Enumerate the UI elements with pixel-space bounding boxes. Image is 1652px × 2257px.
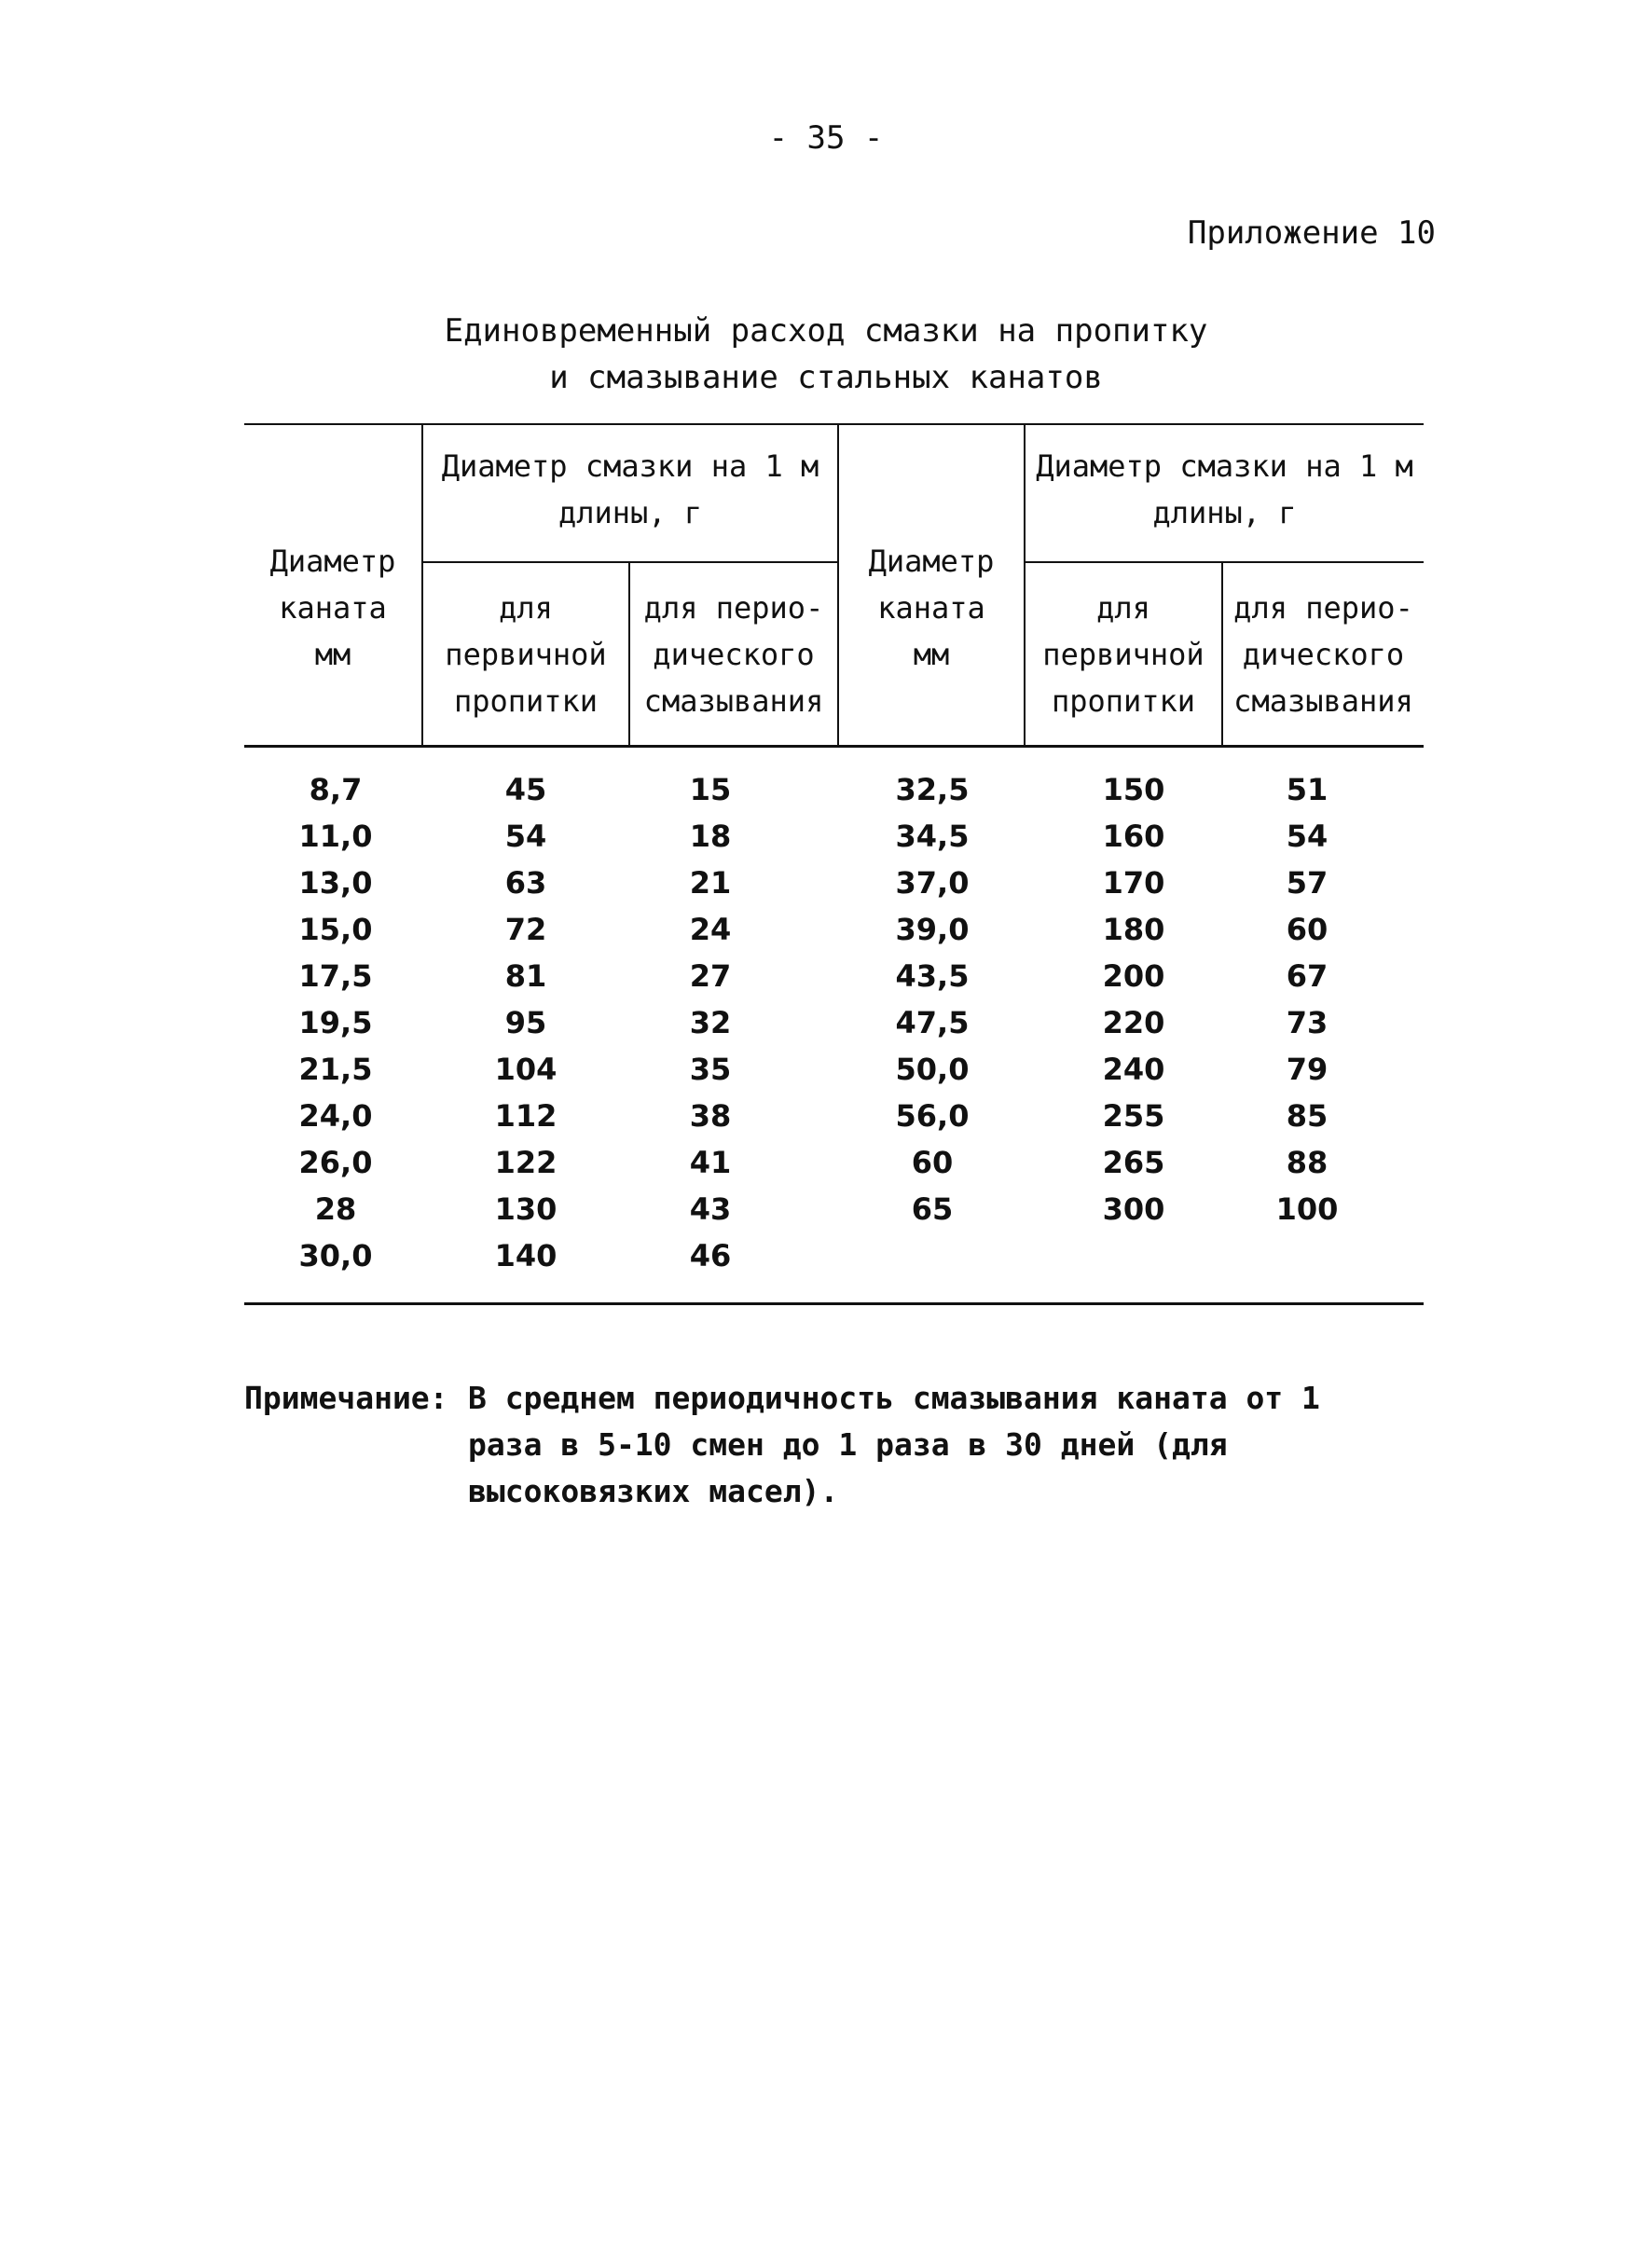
group-rule-right [1024, 561, 1424, 563]
table-body [244, 766, 1424, 1279]
cell-diameter: 24,0 [298, 1098, 373, 1134]
header-primary-right [1026, 585, 1221, 724]
cell-diameter: 13,0 [298, 865, 373, 901]
header-text: дического [653, 637, 815, 672]
cell-primary: 130 [494, 1191, 558, 1227]
cell-periodic: 15 [689, 772, 732, 807]
cell-periodic: 18 [689, 819, 732, 854]
cell-diameter: 11,0 [298, 819, 373, 854]
cell-periodic: 79 [1286, 1052, 1328, 1087]
cell-periodic: 27 [689, 958, 732, 994]
header-text: первичной [445, 637, 607, 672]
cell-primary: 220 [1102, 1005, 1165, 1040]
appendix-label: Приложение 10 [1187, 214, 1436, 252]
cell-periodic: 51 [1286, 772, 1328, 807]
cell-periodic: 43 [689, 1191, 732, 1227]
table-title [0, 308, 1652, 401]
cell-primary: 180 [1102, 912, 1165, 947]
cell-diameter: 56,0 [895, 1098, 970, 1134]
table-row [244, 813, 1424, 860]
header-text: мм [913, 637, 950, 672]
table-row [244, 1046, 1424, 1093]
header-text: Диаметр смазки на 1 м [1036, 448, 1413, 484]
cell-diameter: 8,7 [309, 772, 363, 807]
cell-periodic: 57 [1286, 865, 1328, 901]
cell-diameter: 43,5 [895, 958, 970, 994]
cell-diameter: 65 [911, 1191, 954, 1227]
cell-diameter: 37,0 [895, 865, 970, 901]
note-text: В среднем периодичность смазывания каната от 1 раза в 5-10 смен до 1 раза в 30 дней (для высоковязких масел). [468, 1380, 1320, 1509]
cell-primary: 104 [494, 1052, 558, 1087]
header-diameter-left [244, 538, 421, 678]
cell-primary: 45 [504, 772, 547, 807]
cell-periodic: 21 [689, 865, 732, 901]
cell-primary: 112 [494, 1098, 558, 1134]
header-text: длины, г [558, 495, 703, 530]
cell-periodic: 41 [689, 1145, 732, 1180]
lubricant-table [244, 417, 1424, 1312]
header-text: длины, г [1152, 495, 1297, 530]
cell-diameter: 60 [911, 1145, 954, 1180]
cell-periodic: 46 [689, 1238, 732, 1273]
header-text: каната [279, 590, 387, 626]
cell-diameter: 47,5 [895, 1005, 970, 1040]
header-text: пропитки [453, 683, 599, 719]
cell-diameter: 34,5 [895, 819, 970, 854]
cell-periodic: 67 [1286, 958, 1328, 994]
table-row [244, 1139, 1424, 1186]
table-row [244, 906, 1424, 953]
cell-diameter: 32,5 [895, 772, 970, 807]
cell-diameter: 26,0 [298, 1145, 373, 1180]
table-row [244, 1093, 1424, 1139]
cell-diameter: 15,0 [298, 912, 373, 947]
cell-primary: 72 [504, 912, 547, 947]
cell-periodic: 24 [689, 912, 732, 947]
header-text: смазывания [643, 683, 824, 719]
cell-periodic: 35 [689, 1052, 732, 1087]
header-group-right [1026, 443, 1424, 536]
header-diameter-right [839, 538, 1024, 678]
cell-periodic: 85 [1286, 1098, 1328, 1134]
page-number: - 35 - [768, 119, 884, 157]
cell-primary: 255 [1102, 1098, 1165, 1134]
note-label: Примечание: [244, 1380, 448, 1416]
cell-diameter: 30,0 [298, 1238, 373, 1273]
cell-primary: 81 [504, 958, 547, 994]
title-line-2: и смазывание стальных канатов [549, 359, 1103, 396]
header-text: Диаметр [868, 544, 995, 579]
header-text: дического [1242, 637, 1405, 672]
cell-primary: 95 [504, 1005, 547, 1040]
cell-periodic: 32 [689, 1005, 732, 1040]
table-row [244, 999, 1424, 1046]
header-text: для [1096, 590, 1150, 626]
cell-primary: 170 [1102, 865, 1165, 901]
title-line-1: Единовременный расход смазки на пропитку [444, 312, 1208, 350]
table-row [244, 860, 1424, 906]
table-row [244, 1232, 1424, 1279]
cell-primary: 240 [1102, 1052, 1165, 1087]
header-text: для [499, 590, 553, 626]
header-text: смазывания [1233, 683, 1413, 719]
cell-periodic: 54 [1286, 819, 1328, 854]
cell-diameter: 50,0 [895, 1052, 970, 1087]
header-text: первичной [1042, 637, 1205, 672]
group-rule-left [421, 561, 839, 563]
cell-periodic: 73 [1286, 1005, 1328, 1040]
cell-periodic: 88 [1286, 1145, 1328, 1180]
header-primary-left [423, 585, 628, 724]
cell-primary: 265 [1102, 1145, 1165, 1180]
header-text: мм [314, 637, 351, 672]
cell-primary: 150 [1102, 772, 1165, 807]
cell-primary: 140 [494, 1238, 558, 1273]
cell-diameter: 17,5 [298, 958, 373, 994]
cell-primary: 200 [1102, 958, 1165, 994]
header-text: Диаметр [269, 544, 396, 579]
cell-primary: 160 [1102, 819, 1165, 854]
cell-periodic: 60 [1286, 912, 1328, 947]
header-text: пропитки [1051, 683, 1196, 719]
cell-periodic: 100 [1275, 1191, 1339, 1227]
header-periodic-left [630, 585, 837, 724]
table-row [244, 766, 1424, 813]
cell-diameter: 39,0 [895, 912, 970, 947]
cell-periodic: 38 [689, 1098, 732, 1134]
header-group-left [423, 443, 837, 536]
cell-primary: 63 [504, 865, 547, 901]
cell-diameter: 21,5 [298, 1052, 373, 1087]
header-text: для перио- [643, 590, 824, 626]
table-row [244, 1186, 1424, 1232]
header-periodic-right [1223, 585, 1424, 724]
table-bottom-rule [244, 1302, 1424, 1305]
table-row [244, 953, 1424, 999]
cell-primary: 300 [1102, 1191, 1165, 1227]
header-text: для перио- [1233, 590, 1413, 626]
cell-diameter: 19,5 [298, 1005, 373, 1040]
cell-primary: 54 [504, 819, 547, 854]
cell-diameter: 28 [314, 1191, 357, 1227]
cell-primary: 122 [494, 1145, 558, 1180]
header-text: каната [877, 590, 985, 626]
header-text: Диаметр смазки на 1 м [441, 448, 819, 484]
